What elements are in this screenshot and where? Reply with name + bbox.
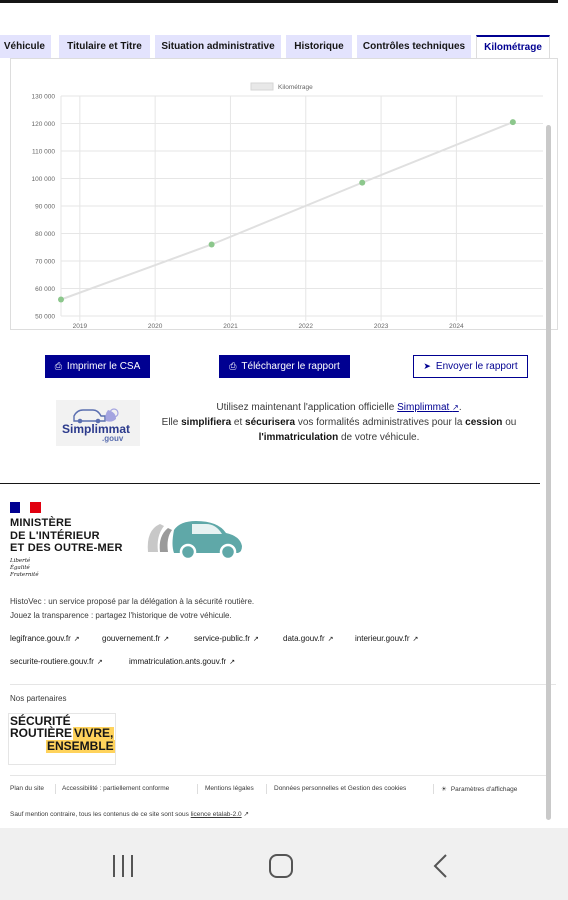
link-separator [55,784,56,794]
footer-link-label: gouvernement.fr [102,634,161,643]
series-line [61,122,513,299]
promo-text: . [458,402,462,413]
external-link-icon: ↗ [412,636,419,643]
footer-link-label: securite-routiere.gouv.fr [10,657,94,666]
tab-label: Kilométrage [484,42,542,53]
tab-vehicule[interactable] [0,35,51,58]
footer-link-interieur[interactable] [355,634,418,643]
footer-desc-line: Jouez la transparence : partagez l'historique de votre véhicule. [10,611,232,620]
simplimmat-link[interactable] [397,402,459,413]
promo-text: de votre véhicule. [338,432,420,443]
simplimmat-logo-text: Simplimmat [62,422,131,436]
promo-text: vos formalités administratives pour la [295,417,466,428]
bottom-link-donnees-personnelles[interactable]: Données personnelles et Gestion des cookies [274,785,407,792]
printer-icon: ⎙ [54,361,62,371]
footer-link-legifrance[interactable] [10,634,80,643]
footer-link-label: interieur.gouv.fr [355,634,410,643]
republic-motto [10,558,39,579]
tab-label: Titulaire et Titre [67,41,142,52]
promo-bold: cession [465,417,503,428]
scrollbar[interactable] [546,125,551,820]
tab-historique[interactable] [286,35,352,58]
promo-text: Elle [161,417,182,428]
promo-bold: l'immatriculation [258,432,339,443]
tab-controles-techniques[interactable] [357,35,471,58]
home-icon[interactable] [270,855,292,877]
footer-link-service-public[interactable] [194,634,259,643]
external-link-icon: ↗ [73,636,80,643]
send-report-label: Envoyer le rapport [435,361,518,372]
y-tick-label: 90 000 [35,203,55,211]
promo-text: Utilisez maintenant l'application officielle [216,402,398,413]
x-tick-label: 2022 [298,323,313,330]
print-csa-button[interactable] [45,355,150,378]
tab-situation-administrative[interactable] [155,35,281,58]
footer-link-data-gouv[interactable] [283,634,334,643]
y-tick-label: 130 000 [31,93,55,101]
bottom-link-mentions-legales[interactable]: Mentions légales [205,785,254,792]
system-navigation-bar [0,828,568,900]
tab-label: Historique [294,41,344,52]
display-settings-icon: ☀ [441,786,447,793]
back-icon[interactable] [435,855,446,877]
link-separator [266,784,267,794]
bottom-link-label: Paramètres d'affichage [450,786,518,793]
footer-link-securite-routiere[interactable] [10,657,103,666]
tab-label: Contrôles techniques [362,41,466,52]
bottom-link-accessibilite[interactable]: Accessibilité : partiellement conforme [62,785,170,792]
download-report-label: Télécharger le rapport [241,361,340,372]
promo-bold: sécurisera [245,417,296,428]
footer-link-gouvernement[interactable] [102,634,169,643]
download-report-button[interactable] [219,355,350,378]
marianne-flag-icon [10,502,41,513]
data-point [510,119,516,125]
securite-routiere-logo[interactable] [8,713,116,765]
x-tick-label: 2021 [223,323,238,330]
bottom-link-plan-du-site[interactable]: Plan du site [10,785,44,792]
footer-divider [10,775,546,776]
send-report-button[interactable] [413,355,528,378]
y-tick-label: 120 000 [31,121,55,128]
footer-link-label: data.gouv.fr [283,634,325,643]
data-point [209,242,215,248]
y-tick-label: 60 000 [35,286,55,293]
y-tick-label: 110 000 [31,148,55,156]
external-link-icon: ↗ [163,636,170,643]
print-csa-label: Imprimer le CSA [66,361,141,372]
license-link[interactable] [191,811,242,818]
motto-line: Égalité [10,565,30,571]
simplimmat-link-label: Simplimmat [397,402,450,413]
data-point [359,180,365,186]
tab-titulaire[interactable] [59,35,150,58]
bottom-link-parametres-affichage[interactable] [441,785,517,793]
send-icon: ➤ [423,361,431,371]
sr-logo-line: VIVRE, [74,726,114,740]
license-link-label: licence etalab-2.0 [190,811,242,818]
ministry-line: MINISTÈRE [10,517,72,529]
printer-icon: ⎙ [229,361,237,371]
motto-line: Liberté [10,558,31,564]
simplimmat-logo-sub: .gouv [102,434,124,443]
footer-desc-line: HistoVec : un service proposé par la délégation à la sécurité routière. [10,597,255,606]
x-tick-label: 2019 [72,323,88,330]
y-tick-label: 50 000 [35,313,55,321]
external-link-icon: ↗ [96,659,103,666]
promo-text: ou [502,417,517,428]
footer-top-border [0,483,540,484]
x-tick-label: 2023 [373,323,389,330]
legend-label: Kilométrage [278,84,313,91]
footer-link-label: legifrance.gouv.fr [10,634,71,643]
ministry-line: ET DES OUTRE-MER [10,542,123,554]
link-separator [433,784,434,794]
y-tick-label: 80 000 [35,231,55,238]
footer-description [10,595,254,623]
simplimmat-promo [150,400,528,445]
external-link-icon: ↗ [253,636,259,643]
motto-line: Fraternité [10,572,39,578]
promo-text: et [231,417,246,428]
y-tick-label: 70 000 [35,258,55,266]
external-link-icon: ↗ [452,403,459,412]
y-tick-label: 100 000 [31,176,55,183]
simplimmat-logo[interactable] [56,400,140,446]
sr-logo-line: ROUTIÈRE [10,726,73,740]
footer-link-label: service-public.fr [194,634,251,643]
external-link-icon: ↗ [243,811,249,818]
ministry-name[interactable] [10,517,123,555]
x-tick-label: 2024 [449,323,464,330]
legend-swatch [251,83,273,90]
license-notice [10,810,249,818]
tab-label: Véhicule [3,41,45,52]
mileage-chart [10,76,550,336]
data-point [58,297,64,303]
histovec-car-logo-icon [144,518,244,564]
license-text: Sauf mention contraire, tous les contenus de ce site sont sous [10,811,191,818]
partners-title: Nos partenaires [10,694,67,703]
ministry-line: DE L'INTÉRIEUR [10,529,100,542]
sr-logo-line: SÉCURITÉ [10,714,71,728]
footer-link-ants[interactable] [129,657,235,666]
footer-divider [10,684,556,685]
tab-label: Situation administrative [161,41,275,52]
footer-link-label: immatriculation.ants.gouv.fr [129,657,227,666]
promo-bold: simplifiera [181,417,232,428]
external-link-icon: ↗ [327,636,334,643]
external-link-icon: ↗ [229,659,236,666]
x-tick-label: 2020 [147,323,163,330]
recent-apps-icon[interactable] [113,855,133,877]
tab-bar [0,35,568,59]
sr-logo-line: ENSEMBLE [47,739,114,753]
link-separator [197,784,198,794]
top-rule [0,0,558,3]
